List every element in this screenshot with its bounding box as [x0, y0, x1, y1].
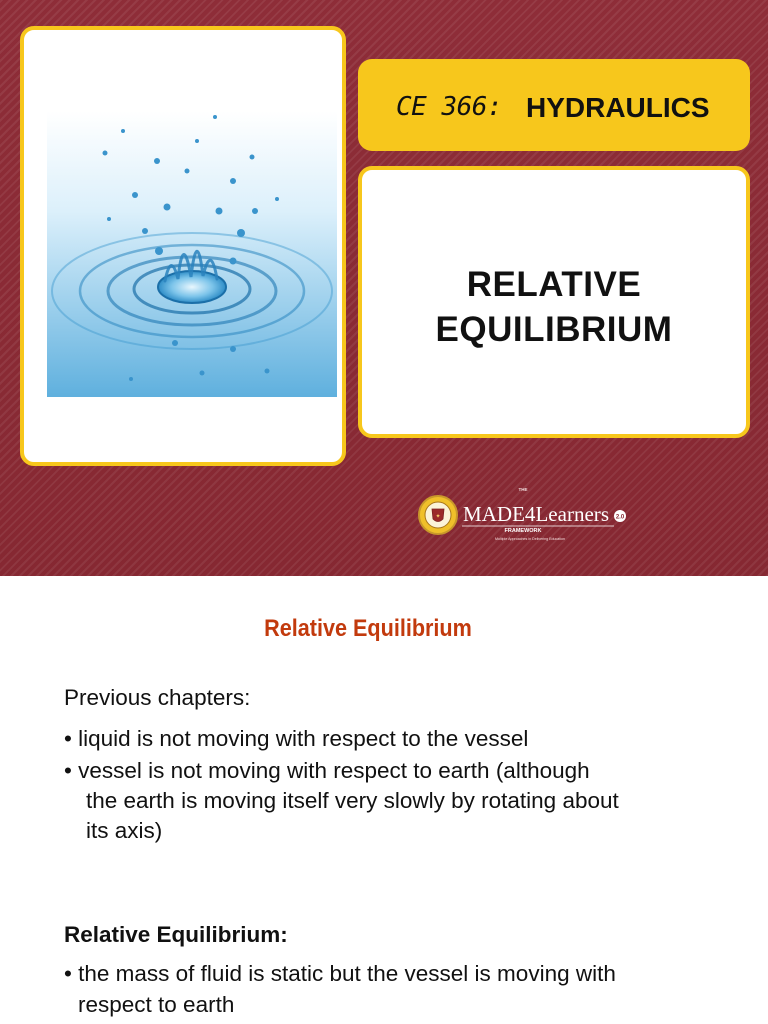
logo-framework: FRAMEWORK: [504, 528, 542, 534]
bullet-2-line-2: the earth is moving itself very slowly by rotating about: [86, 788, 619, 813]
subheading: Relative Equilibrium:: [64, 922, 288, 947]
course-name: HYDRAULICS: [526, 92, 710, 123]
topic-card: [358, 166, 750, 438]
topic-title-line-1: RELATIVE: [466, 265, 642, 304]
course-code: CE 366:: [396, 92, 503, 122]
svg-text:✦: ✦: [435, 514, 441, 520]
bullet-3-line-2: respect to earth: [78, 992, 235, 1017]
bullet-1: • liquid is not moving with respect to the vessel: [64, 726, 529, 751]
water-splash-image: [47, 111, 337, 397]
logo-superscript: THE: [518, 487, 528, 492]
bullet-2-line-3: its axis): [86, 818, 163, 843]
image-card: [20, 26, 346, 466]
logo-tagline: Multiple Approaches in Delivering Education: [494, 537, 566, 541]
intro-text: Previous chapters:: [64, 685, 251, 710]
slide-heading: Relative Equilibrium: [264, 615, 472, 642]
logo-brand-text: MADE4Learners: [463, 502, 609, 526]
topic-title: [362, 262, 746, 352]
logo-edition: 2.0: [615, 514, 625, 521]
bullet-2-line-1: • vessel is not moving with respect to earth (although: [64, 758, 590, 783]
bullet-3-line-1: • the mass of fluid is static but the vessel is moving with: [64, 961, 616, 986]
course-title-box: [358, 59, 750, 151]
topic-title-line-2: EQUILIBRIUM: [435, 310, 673, 349]
made4learners-logo: [418, 483, 632, 547]
